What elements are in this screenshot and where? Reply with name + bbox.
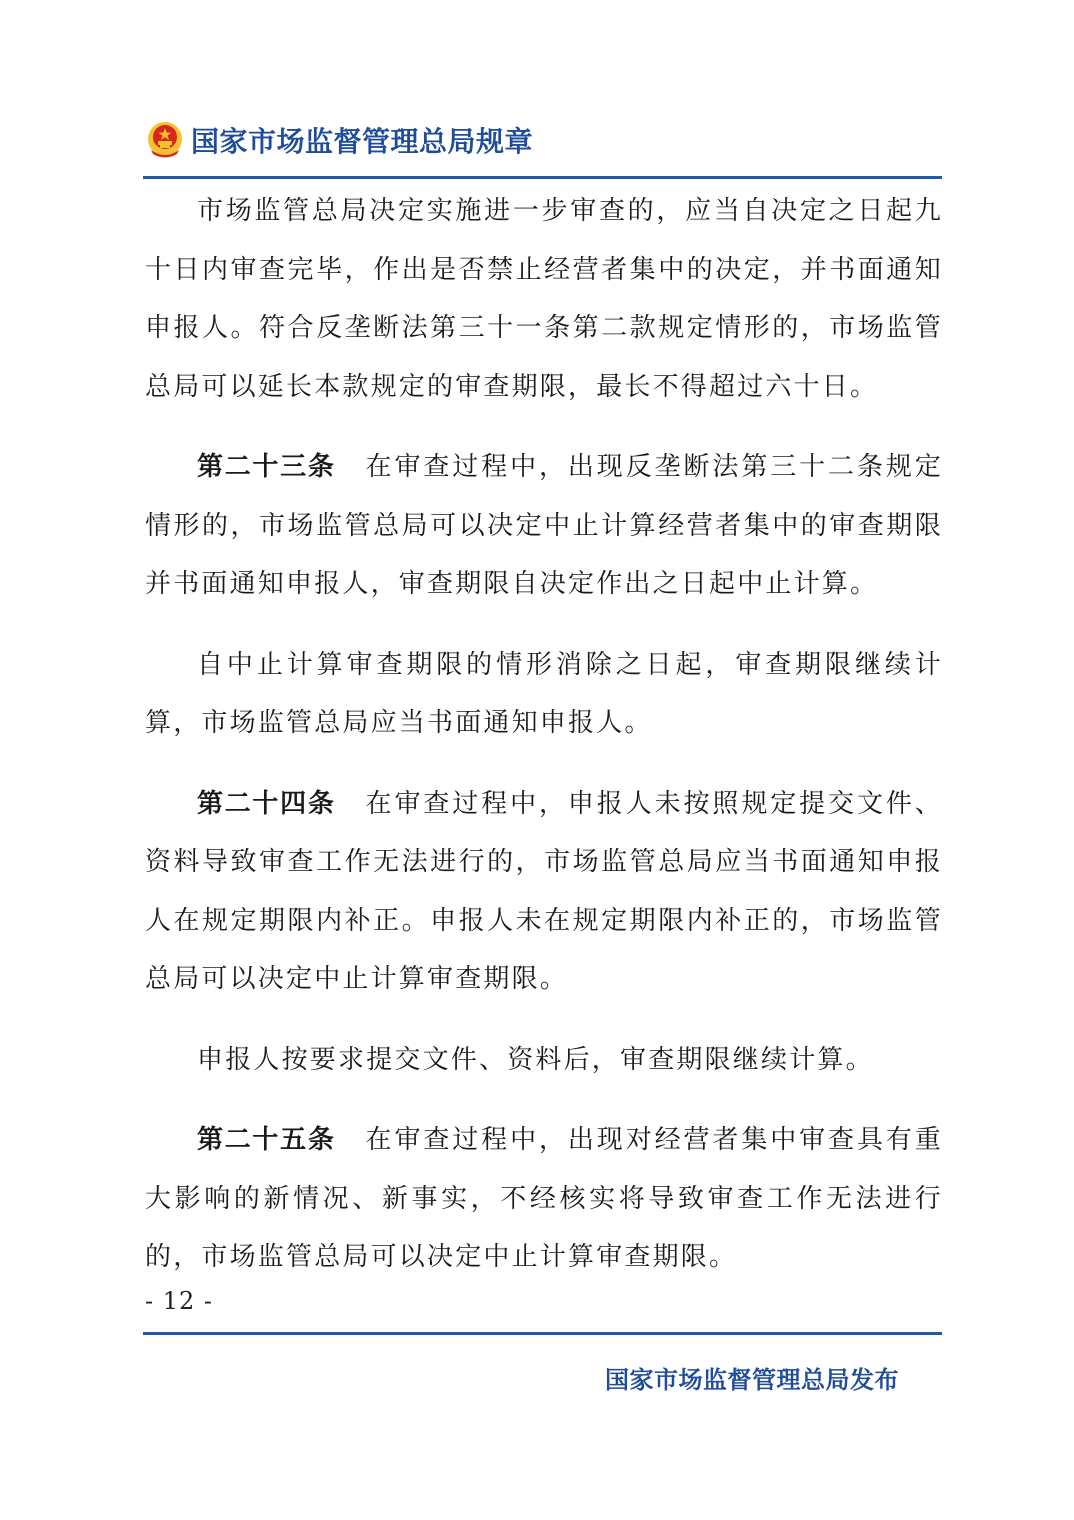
paragraph-text: 申报人按要求提交文件、资料后，审查期限继续计算。 [197,1044,874,1075]
footer-publisher: 国家市场监督管理总局发布 [605,1366,899,1394]
paragraph-text: 在审查过程中，出现反垄断法第三十二条规定情形的，市场监管总局可以决定中止计算经营者集中的审查期限并书面通知申报人，审查期限自决定作出之日起中止计算。 [145,452,943,599]
header-divider [143,176,942,179]
paragraph [145,182,943,416]
article-number: 第二十四条 [197,788,336,819]
article-number: 第二十三条 [197,452,336,482]
paragraph-text: 市场监管总局决定实施进一步审查的，应当自决定之日起九十日内审查完毕，作出是否禁止经营者集中的决定，并书面通知申报人。符合反垄断法第三十一条第二款规定情形的，市场监管总局可以延长本款规定的审查期限，最长不得超过六十日。 [145,196,943,402]
page-header [145,112,945,168]
paragraph-text: 在审查过程中，出现对经营者集中审查具有重大影响的新情况、新事实，不经核实将导致审查工作无法进行的，市场监管总局可以决定中止计算审查期限。 [145,1125,943,1272]
article-25 [145,1111,943,1287]
page-number: - 12 - [145,1287,214,1315]
article-number: 第二十五条 [197,1125,336,1155]
article-24 [145,775,943,1009]
paragraph-text: 在审查过程中，申报人未按照规定提交文件、资料导致审查工作无法进行的，市场监管总局应当书面通知申报人在规定期限内补正。申报人未在规定期限内补正的，市场监管总局可以决定中止计算审查期限。 [145,788,943,994]
national-emblem-icon [145,120,185,160]
document-body [145,182,943,1287]
paragraph [145,1031,943,1090]
paragraph-text: 自中止计算审查期限的情形消除之日起，审查期限继续计算，市场监管总局应当书面通知申报人。 [145,649,943,738]
article-23 [145,438,943,614]
header-title: 国家市场监督管理总局规章 [191,125,534,158]
footer-divider [143,1332,942,1335]
paragraph [145,636,943,753]
